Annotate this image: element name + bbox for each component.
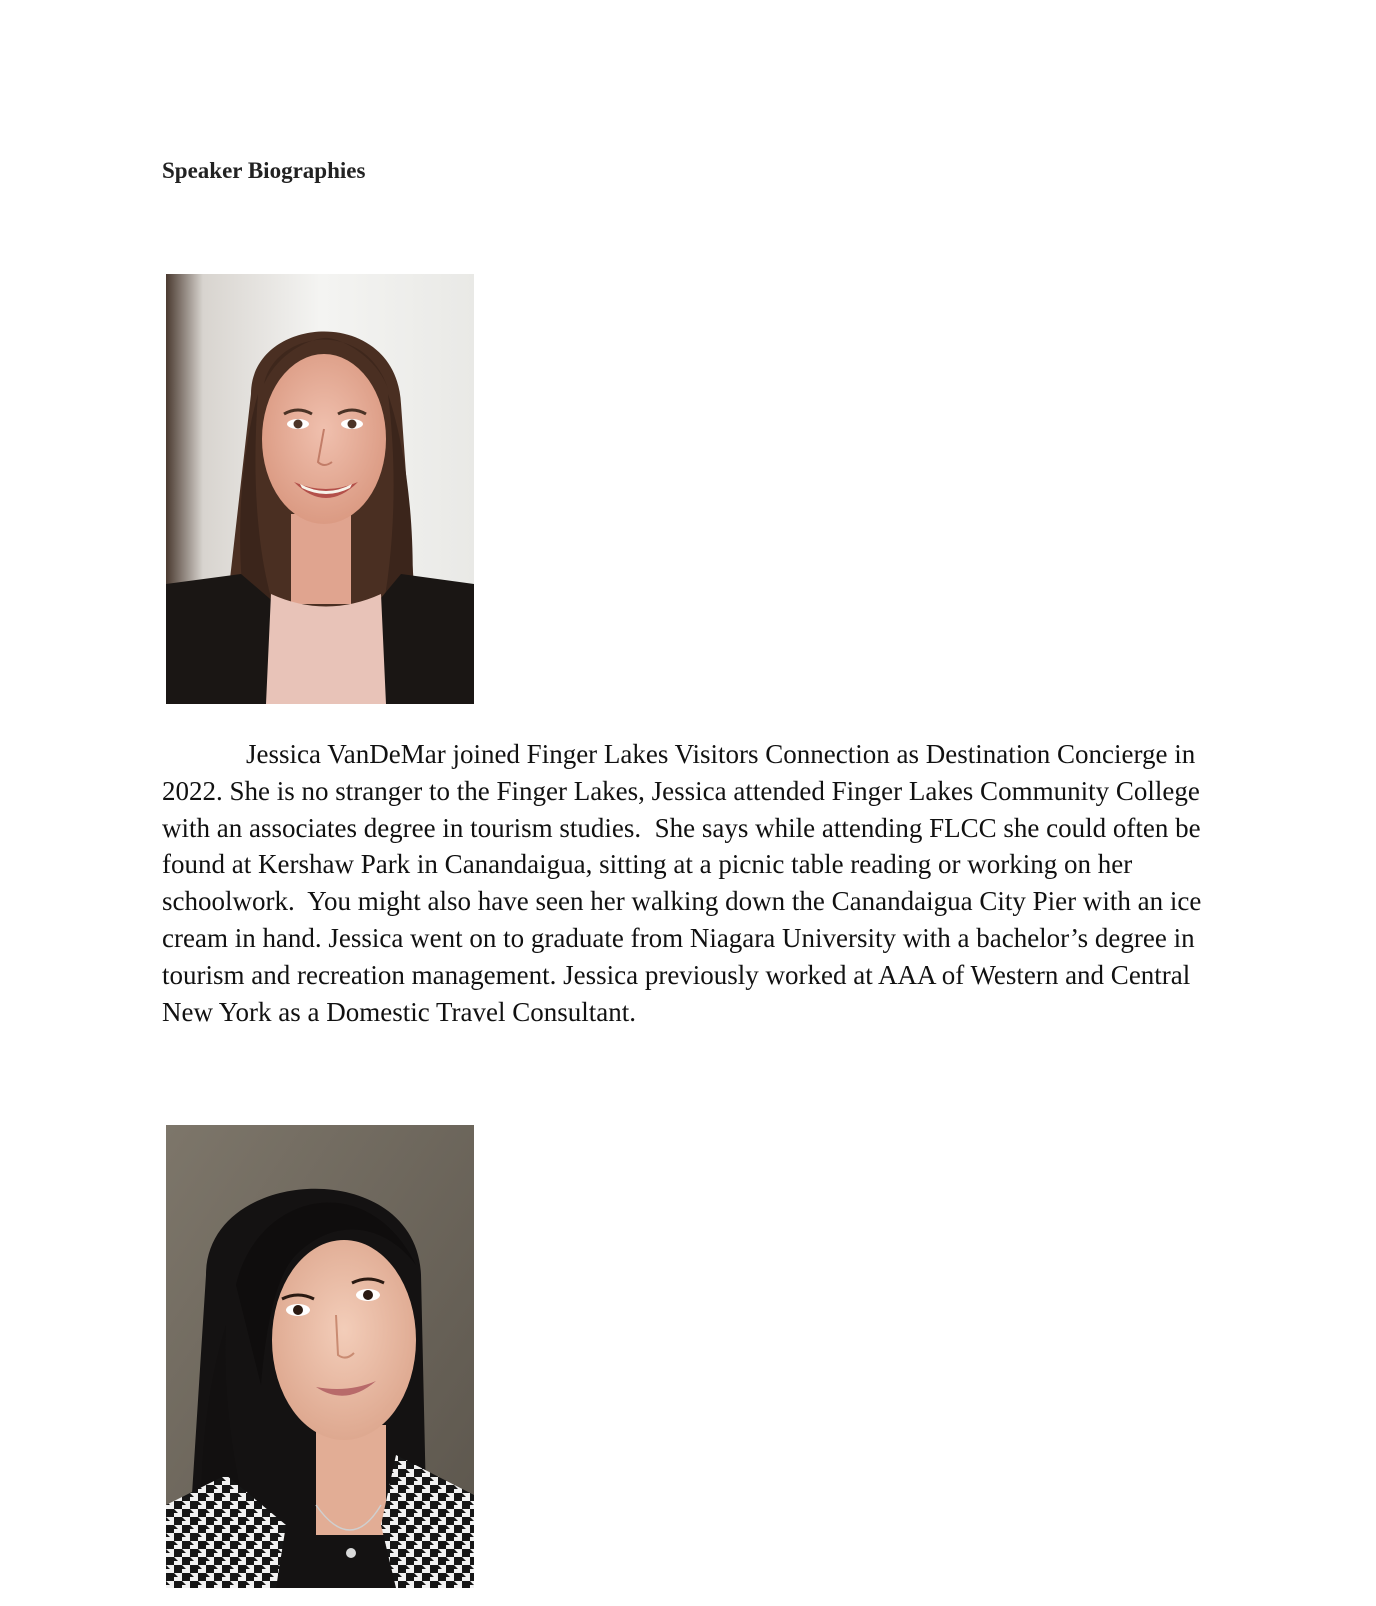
bio-line: with an associates degree in tourism studies. She says while attending FLCC she could often be <box>162 812 1201 843</box>
speaker-photo-2 <box>166 1125 474 1588</box>
bio-line: tourism and recreation management. Jessica previously worked at AAA of Western and Central <box>162 959 1191 990</box>
speaker-photo-1 <box>166 274 474 704</box>
bio-line: 2022. She is no stranger to the Finger Lakes, Jessica attended Finger Lakes Community College <box>162 775 1200 806</box>
bio-line: cream in hand. Jessica went on to graduate from Niagara University with a bachelor’s degree in <box>162 922 1195 953</box>
bio-line: New York as a Domestic Travel Consultant. <box>162 996 636 1027</box>
page-heading: Speaker Biographies <box>162 158 366 183</box>
bio-line: schoolwork. You might also have seen her walking down the Canandaigua City Pier with an ice <box>162 886 1202 917</box>
speaker-bio-paragraph <box>162 736 1236 1030</box>
bio-line: found at Kershaw Park in Canandaigua, sitting at a picnic table reading or working on her <box>162 849 1133 880</box>
bio-line: Jessica VanDeMar joined Finger Lakes Visitors Connection as Destination Concierge in <box>246 739 1196 769</box>
